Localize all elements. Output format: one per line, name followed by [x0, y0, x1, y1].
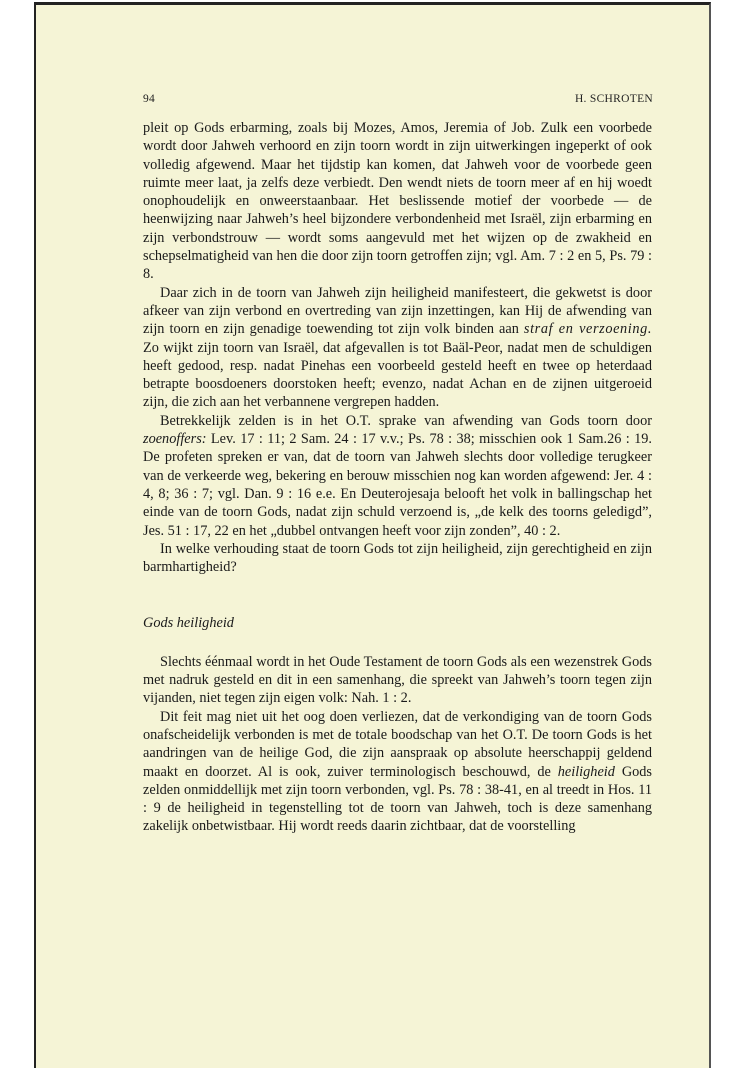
body-text — [143, 119, 652, 836]
paragraph-6-emphasis: heiligheid — [557, 763, 615, 780]
running-head — [140, 93, 653, 109]
section-gap — [143, 576, 652, 614]
paragraph-3 — [143, 412, 652, 540]
paragraph-6-text-b: Gods zelden onmiddellijk met zijn toorn verbonden, vgl. Ps. 78 : 38-41, en al treedt in Hos. 11 : 9 de heiligheid in tegenstelling tot de toorn van Jahweh, toch is deze samenhang zakelijk onbetwistbaar. Hij wordt reeds daarin zichtbaar, dat de voorstelling — [143, 763, 652, 835]
paragraph-2-text-b: Zo wijkt zijn toorn van Israël, dat afgevallen is tot Baäl-Peor, nadat men de schuldigen heeft gedood, resp. nadat Pinehas een voorbeeld gesteld heeft en twee op heterdaad betrapte boosdoeners doorstoken heeft; evenzo, nadat Achan en de zijnen uitgeroeid zijn, die zich aan het verbannene vergrepen hadden. — [143, 339, 652, 411]
paragraph-2-text-a: Daar zich in de toorn van Jahweh zijn heiligheid manifesteert, die gekwetst is door afkeer van zijn verbond en overtreding van zijn inzettingen, kan Hij de afwending van zijn toorn en zijn genadige toewending tot zijn volk binden aan — [143, 284, 652, 338]
paragraph-3-text-a: Betrekkelijk zelden is in het O.T. sprake van afwending van Gods toorn door — [160, 412, 652, 429]
paragraph-5: Slechts éénmaal wordt in het Oude Testament de toorn Gods als een wezenstrek Gods met nadruk gesteld en dit in een samenhang, die spreekt van Jahweh’s toorn tegen zijn vijanden, niet tegen zijn eigen volk: Nah. 1 : 2. — [143, 653, 652, 707]
paragraph-6 — [143, 708, 652, 836]
running-head-author: H. SCHROTEN — [574, 93, 653, 105]
heading-gap — [143, 633, 652, 653]
page-number: 94 — [143, 93, 156, 105]
section-heading: Gods heiligheid — [143, 615, 234, 632]
paragraph-2 — [143, 284, 652, 412]
paragraph-6-text-a: Dit feit mag niet uit het oog doen verliezen, dat de verkondiging van de toorn Gods onafscheidelijk verbonden is met de totale boodschap van het O.T. De toorn Gods is het aandringen van de heilige God, die zijn aanspraak op absolute heerschappij geldend maakt en doorzet. Al is ook, zuiver terminologisch beschouwd, de — [143, 708, 652, 780]
paragraph-3-text-b: Lev. 17 : 11; 2 Sam. 24 : 17 v.v.; Ps. 78 : 38; misschien ook 1 Sam.26 : 19. De profeten spreken er van, dat de toorn van Jahweh slechts door volledige terugkeer van de verkeerde weg, bekering en berouw misschien nog kan worden afgewend: Jer. 4 : 4, 8; 36 : 7; vgl. Dan. 9 : 16 e.e. En Deuterojesaja belooft het volk in ballingschap het einde van de toorn Gods, nadat zijn schuld verzoend is, „de kelk des toorns geledigd”, Jes. 51 : 17, 22 en het „dubbel ontvangen heeft voor zijn zonden”, 40 : 2. — [143, 431, 652, 539]
paragraph-2-emphasis: straf en verzoening. — [523, 321, 653, 338]
paragraph-1: pleit op Gods erbarming, zoals bij Mozes, Amos, Jeremia of Job. Zulk een voorbede wordt door Jahweh verhoord en zijn toorn wordt in zijn uitwerkingen ingeperkt of ook volledig afgewend. Maar het tijdstip kan komen, dat Jahweh voor de voorbede geen ruimte meer laat, ja zelfs deze verbiedt. Den wendt niets de toorn meer af en hij woedt onophoudelijk en onweerstaanbaar. Het beslissende motief der voorbede — de heenwijzing naar Jahweh’s heel bijzondere verbondenheid met Israël, zijn erbarming en zijn verbondstrouw — wordt soms aangevuld met het wijzen op de zwakheid en schepselmatigheid van hen die door zijn toorn getroffen zijn; vgl. Am. 7 : 2 en 5, Ps. 79 : 8. — [143, 120, 652, 283]
paragraph-3-emphasis: zoenoffers: — [143, 431, 207, 448]
paragraph-4: In welke verhouding staat de toorn Gods tot zijn heiligheid, zijn gerechtigheid en zijn barmhartigheid? — [143, 540, 652, 576]
